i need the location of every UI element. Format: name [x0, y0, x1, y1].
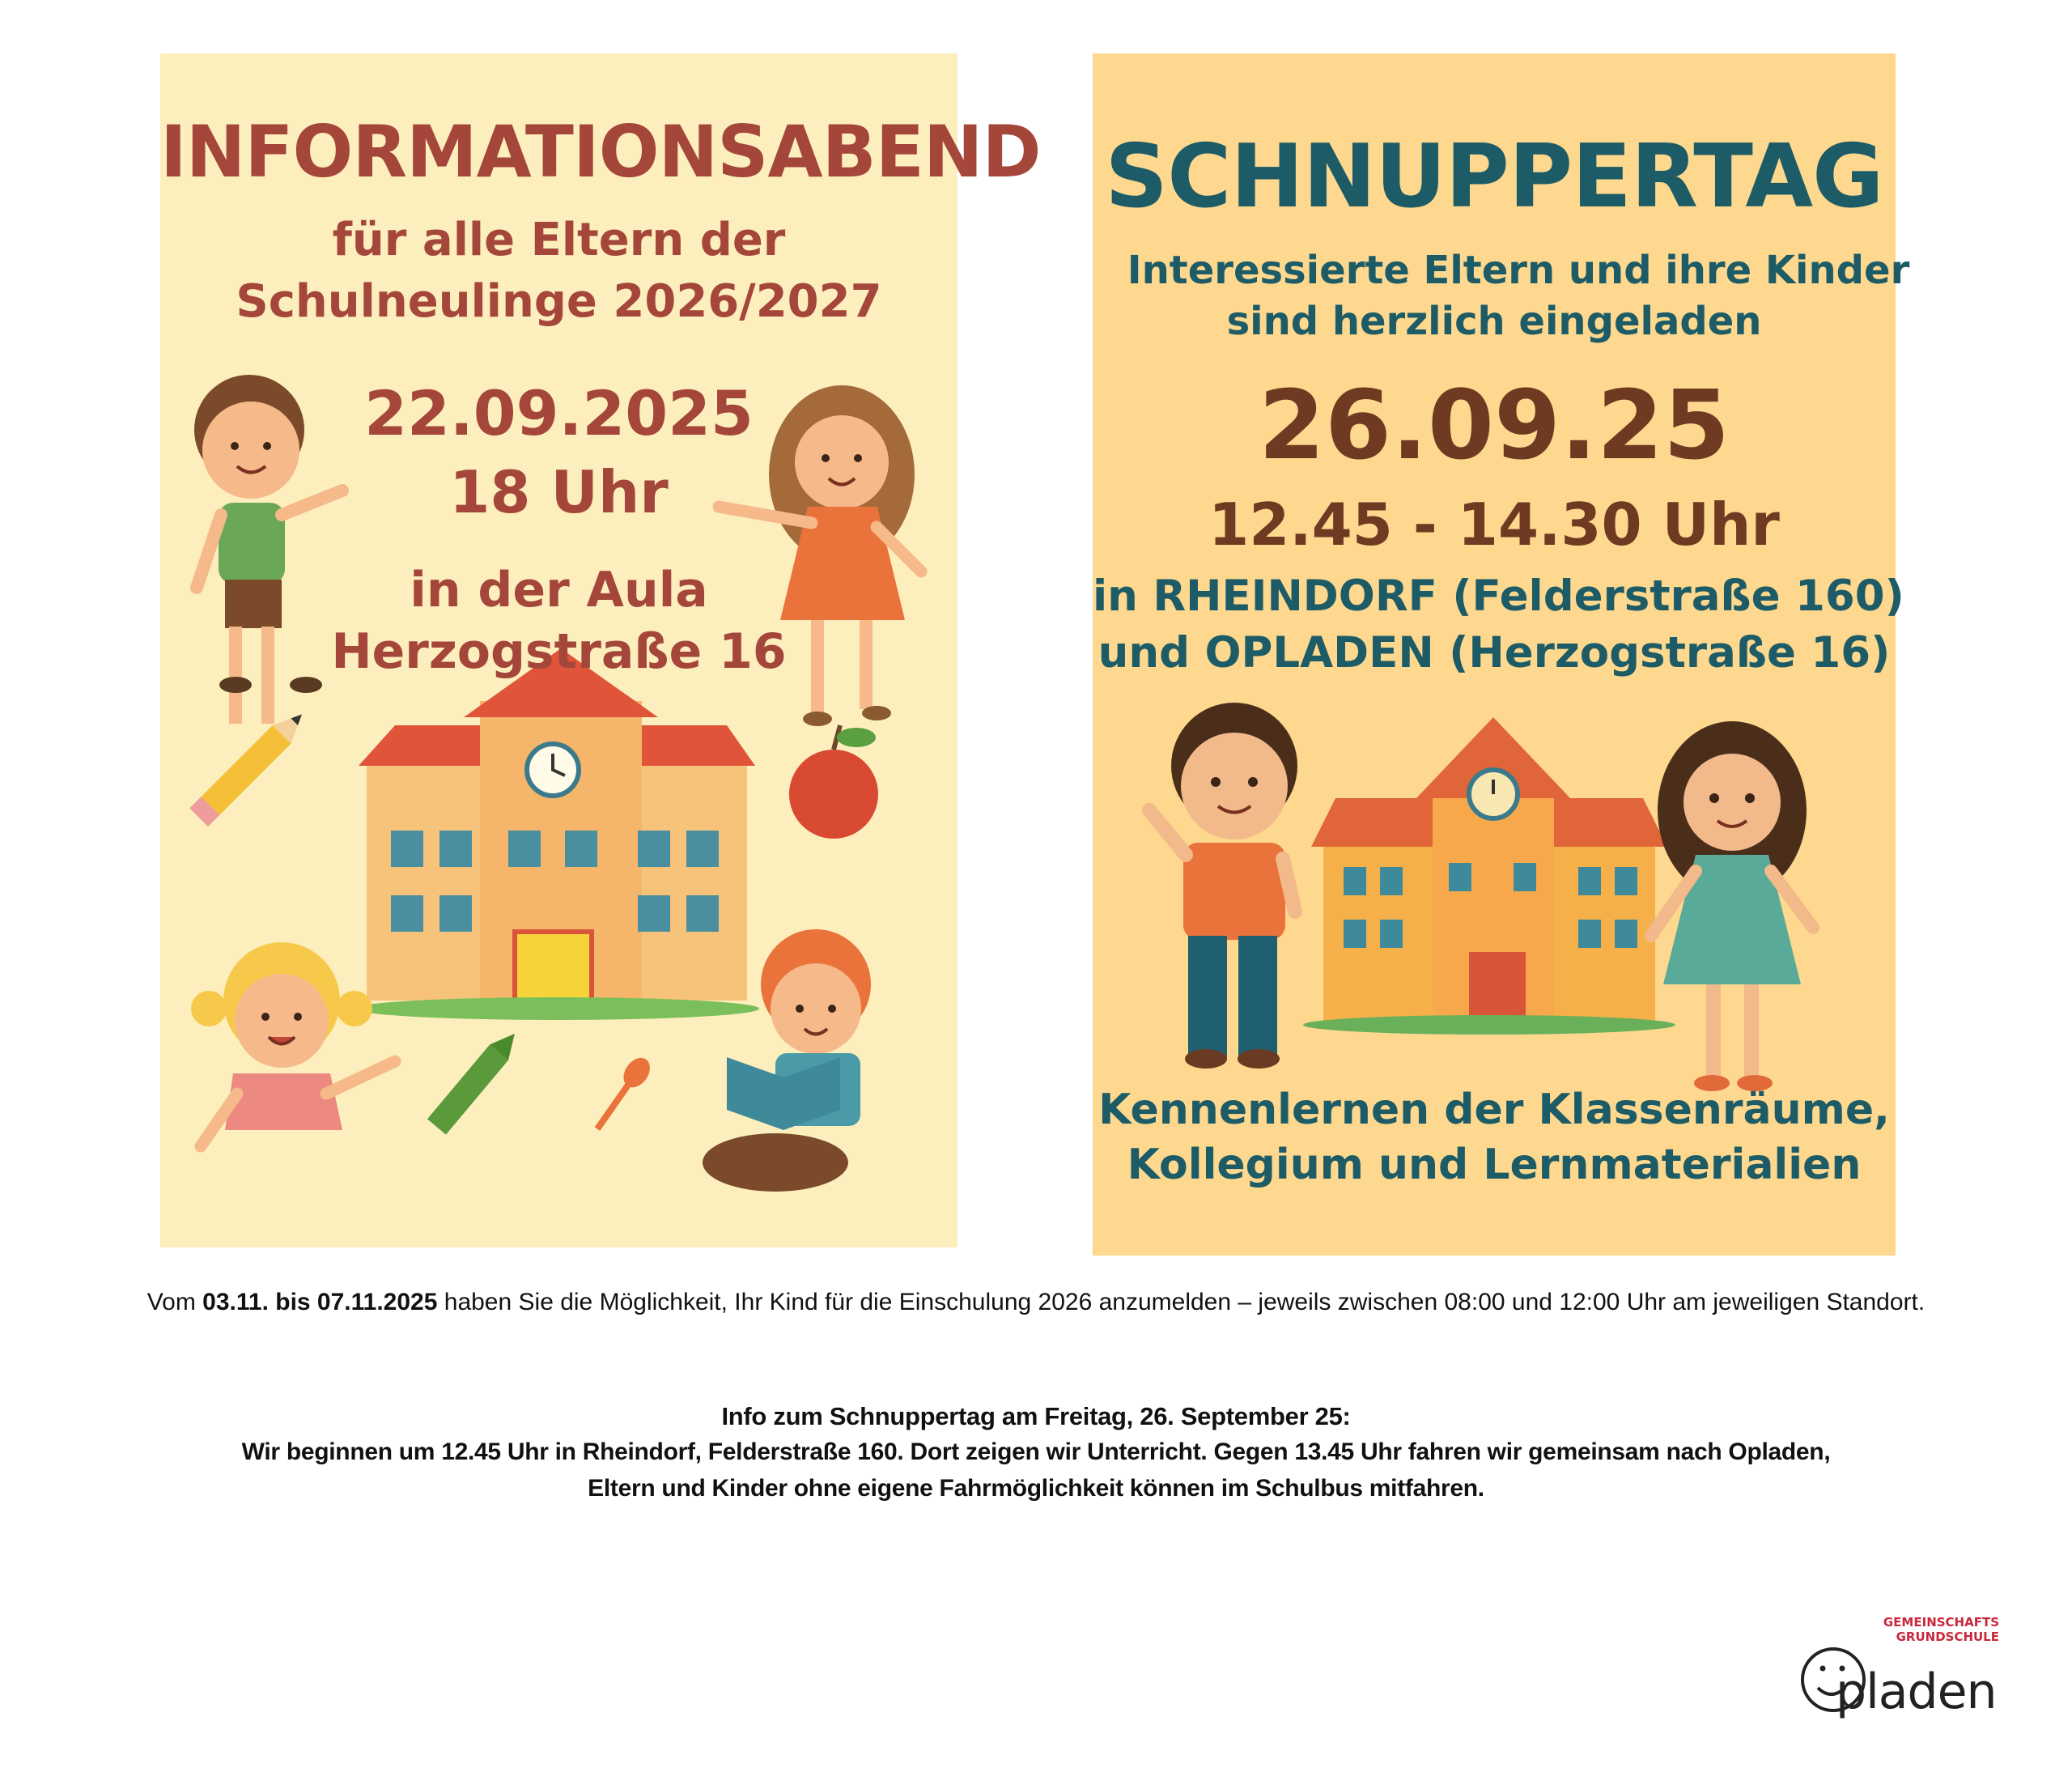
pencil-illustration	[189, 705, 311, 827]
child-blonde-girl-illustration	[191, 942, 395, 1146]
info-date: 22.09.2025	[364, 377, 754, 449]
child-boy-illustration	[1149, 703, 1297, 1069]
logo-line1: GEMEINSCHAFTS	[1883, 1615, 1999, 1630]
registration-suffix: haben Sie die Möglichkeit, Ihr Kind für die Einschulung 2026 anzumelden – jeweils zwischen 08:00 und 12:00 Uhr am jeweiligen Standort.	[437, 1289, 1926, 1315]
info-location-line2: Herzogstraße 16	[331, 623, 787, 680]
trial-day-poster	[1093, 53, 1910, 1256]
trial-time: 12.45 - 14.30 Uhr	[1208, 491, 1780, 559]
trial-subtitle-line2: sind herzlich eingeladen	[1226, 299, 1762, 344]
trial-info-line2: Eltern und Kinder ohne eigene Fahrmöglichkeit können im Schulbus mitfahren.	[588, 1475, 1484, 1502]
registration-prefix: Vom	[146, 1289, 203, 1315]
school-building-illustration	[1303, 717, 1675, 1035]
trial-footer-line1: Kennenlernen der Klassenräume,	[1098, 1086, 1890, 1134]
info-subtitle-line2: Schulneulinge 2026/2027	[236, 275, 882, 328]
info-evening-poster	[160, 53, 1041, 1247]
trial-title: SCHNUPPERTAG	[1105, 126, 1883, 227]
crayon-illustration	[427, 1026, 524, 1134]
trial-date: 26.09.25	[1258, 369, 1730, 481]
registration-date-range: 03.11. bis 07.11.2025	[202, 1289, 438, 1315]
school-logo	[1797, 1615, 2007, 1736]
trial-location-line1: in RHEINDORF (Felderstraße 160)	[1093, 572, 1904, 621]
info-location-line1: in der Aula	[410, 562, 708, 618]
trial-info-heading: Info zum Schnuppertag am Freitag, 26. September 25:	[721, 1402, 1351, 1430]
info-subtitle-line1: für alle Eltern der	[332, 214, 786, 266]
apple-illustration	[789, 725, 878, 839]
school-building-illustration	[355, 648, 759, 1020]
registration-notice	[0, 1289, 2072, 1316]
info-time: 18 Uhr	[449, 458, 669, 526]
info-title: INFORMATIONSABEND	[160, 110, 1041, 193]
logo-line2: GRUNDSCHULE	[1896, 1630, 1999, 1644]
trial-info-line1: Wir beginnen um 12.45 Uhr in Rheindorf, Felderstraße 160. Dort zeigen wir Unterricht. Gegen 13.45 Uhr fahren wir gemeinsam nach Opladen,	[241, 1438, 1831, 1465]
trial-subtitle-line1: Interessierte Eltern und ihre Kinder	[1127, 248, 1910, 293]
child-girl-illustration	[1651, 721, 1813, 1091]
trial-footer-line2: Kollegium und Lernmaterialien	[1127, 1141, 1862, 1189]
paint-brush-illustration	[588, 1053, 655, 1136]
trial-location-line2: und OPLADEN (Herzogstraße 16)	[1098, 628, 1891, 678]
logo-word: pladen	[1836, 1664, 1997, 1720]
